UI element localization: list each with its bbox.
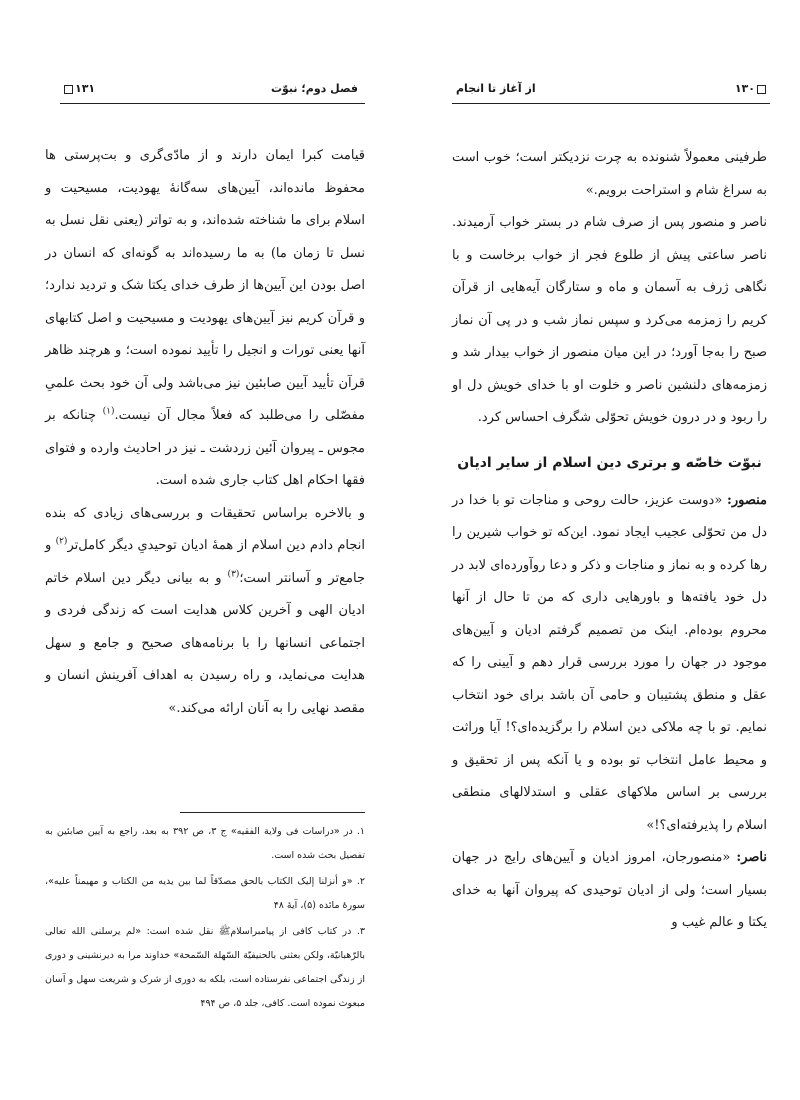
paragraph: و بالاخره براساس تحقیقات و بررسی‌های زیادی که بنده انجام دادم دین اسلام از همهٔ ادیان توحیدیِ دیگر کامل‌تر$^{(۲)}$ و جامع‌تر و آسانتر است؛$^{(۳)}$ و به بیانی دیگر دین اسلام خاتم ادیان الهی و آخرین کلاس هدایت است که زندگی فردی و اجتماعی انسانها را با برنامه‌های صحیح و جامع و سهل هدایت می‌نماید، و راه رسیدن به اهداف آفرینش انسان و مقصد نهایی را به آنان ارائه می‌کند.» [45, 505, 365, 716]
paragraph: طرفینی معمولاً شنونده به چرت نزدیکتر است؛ خوب است به سراغ شام و استراحت برویم.» [452, 150, 767, 198]
dialogue-text: «منصورجان، امروز ادیان و آیین‌های رایج در جهان بسیار است؛ ولی از ادیان توحیدی که پیروان آنها به خدای یکتا و عالم غیب و [452, 850, 767, 930]
header-rule [452, 103, 770, 104]
right-page [400, 0, 800, 1100]
right-page-number: ۱۳۰ [734, 82, 755, 95]
footnote-ref: (۱) [102, 406, 115, 417]
section-heading: نبوّت خاصّه و برتری دین اسلام از سایر ادیان [457, 454, 762, 471]
paragraph: ناصر و منصور پس از صرف شام در بستر خواب آرمیدند. ناصر ساعتی پیش از طلوع فجر از خواب برخاست و با نگاهی ژرف به آسمان و ماه و ستارگان آیه‌هایی از قرآن کریم را زمزمه می‌کرد و سپس نماز شب و در پی آن نماز صبح را به‌جا آورد؛ در این میان منصور از خواب بیدار شد و زمزمه‌های دلنشین ناصر و خلوت او با خدای خویش دل او را ربود و در درون خویش تحوّلی شگرف احساس کرد. [452, 215, 767, 425]
dialogue-paragraph [452, 842, 767, 940]
page-marker-icon [757, 85, 766, 94]
right-page-header [735, 82, 768, 95]
footnotes [45, 820, 365, 1018]
right-page-header-title: از آغاز تا انجام [456, 82, 536, 95]
speaker-name: ناصر: [736, 850, 767, 865]
speaker-name: منصور: [727, 492, 767, 508]
footnote-ref: (۲) [55, 536, 68, 547]
dialogue-paragraph [452, 485, 767, 843]
footnote: ۱. در «دراسات فی ولایة الفقیه» ج ۳، ص ۳۹۲ به بعد، راجع به آیین صابئین به تفصیل بحث شده است. [45, 826, 366, 861]
left-page-number: ۱۳۱ [75, 82, 96, 95]
right-page-body [452, 142, 767, 940]
header-rule [60, 103, 365, 104]
left-page-header [62, 82, 95, 95]
left-page-body [45, 140, 365, 725]
dialogue-text: «دوست عزیز، حالت روحی و مناجات تو با خدا در دل من تحوّلی عجیب ایجاد نمود. این‌که تو خواب شیرین را رها کرده و به نماز و مناجات و ذکر و دعا روآورده‌ای لابد در دل خود یافته‌ها و باورهایی داری که من تا حال از آنها محروم بوده‌ام. اینک من تصمیم گرفتم ادیان و آیین‌های موجود در جهان را مورد بررسی قرار دهم و آیینی را که عقل و منطق پشتیبان و حامی آن باشد برای خود انتخاب نمایم. تو با چه ملاکی دین اسلام را برگزیده‌ای؟! آیا وراثت و محیط عامل انتخاب تو بوده و یا آنکه پس از تحقیق و بررسی بر اساس ملاکهای عقلی و استدلالهای منطقی اسلام را پذیرفته‌ای؟!» [452, 492, 767, 833]
footnote: ۳. در کتاب کافی از پیامبراسلامﷺ نقل شده است: «لم یرسلنی الله تعالی بالرّهبانیّة، ولکن بعثنی بالحنیفیّة السّهلة السّمحة» خداوند مرا به دیرنشینی و دوری از زندگی اجتماعی نفرستاده است، بلکه به دوری از شرک و شریعت سهل و آسان مبعوث نموده است. کافی، جلد ۵، ص ۴۹۴ [45, 926, 365, 1009]
paragraph: قیامت کبرا ایمان دارند و از مادّی‌گری و بت‌پرستی ها محفوظ مانده‌اند، آیین‌های سه‌گانهٔ یهودیت، مسیحیت و اسلام برای ما شناخته شده‌اند، و به تواتر (یعنی نقل نسل به نسل تا زمان ما) به ما رسیده‌اند به گونه‌ای که انسان در اصل بودن این آیین‌ها از طرف خدای یکتا شک و تردید ندارد؛ و قرآن کریم نیز آیین‌های یهودیت و مسیحیت و اصل کتابهای آنها یعنی تورات و انجیل را تأیید نموده است؛ و هرچند ظاهر قرآن تأیید آیین صابئین نیز می‌باشد ولی آن خود بحث علمیِ مفصّلی را می‌طلبد که فعلاً مجال آن نیست.$^{(۱)}$ چنانکه بر مجوس ـ پیروان آئین زردشت ـ نیز در احادیث وارده و فتوای فقها احکام اهل کتاب جاری شده است. [45, 148, 365, 488]
page-marker-icon [64, 85, 73, 94]
footnote-divider [180, 812, 365, 813]
footnote-ref: (۳) [227, 569, 240, 580]
left-page-header-title: فصل دوم؛ نبوّت [270, 82, 358, 95]
footnote: ۲. «و أنزلنا إلیک الکتاب بالحق مصدّقاً لما بین یدیه من الکتاب و مهیمناً علیه»، سورهٔ مائده (۵)، آیهٔ ۴۸ [45, 876, 365, 911]
